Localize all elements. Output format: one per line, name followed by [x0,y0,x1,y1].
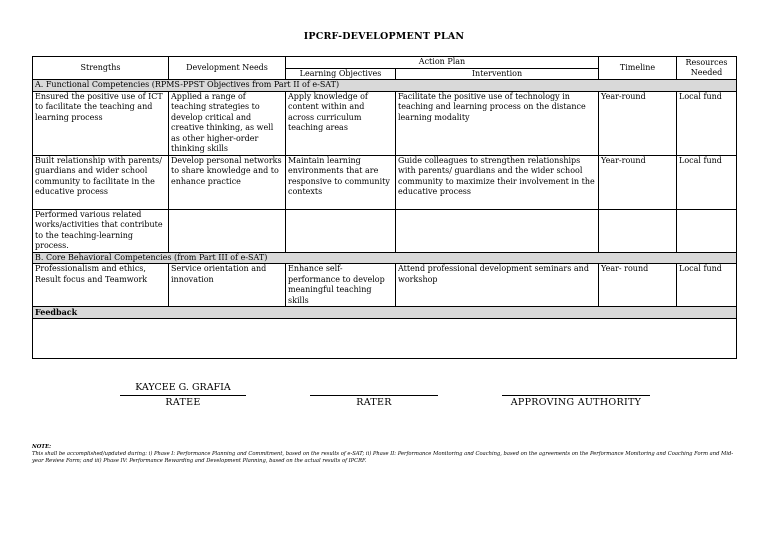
note-block [32,444,736,465]
rater-label: RATER [356,397,392,408]
header-learning-objectives: Learning Objectives [286,68,396,80]
resources-cell: Local fund [677,155,737,209]
timeline-cell: Year-round [599,91,677,155]
learning-objectives-cell: Apply knowledge of content within and across curriculum teaching areas [286,91,396,155]
intervention-cell [396,209,599,252]
approving-signature-block [502,382,650,409]
table-row [33,155,737,209]
page-title: IPCRF-DEVELOPMENT PLAN [303,31,465,42]
header-timeline: Timeline [599,57,677,80]
timeline-cell [599,209,677,252]
intervention-cell: Facilitate the positive use of technology in teaching and learning process on the distance learning modality [396,91,599,155]
ratee-name: KAYCEE G. GRAFIA [135,382,231,393]
resources-cell [677,209,737,252]
section-a-row [33,80,737,92]
table-row [33,264,737,307]
header-resources-needed: Resources Needed [677,57,737,80]
rater-signature-block [310,382,438,409]
development-needs-cell: Develop personal networks to share knowledge and to enhance practice [169,155,286,209]
header-action-plan: Action Plan [286,57,599,69]
ratee-signature-block [120,382,246,409]
intervention-cell: Attend professional development seminars and workshop [396,264,599,307]
learning-objectives-cell: Enhance self-performance to develop meaningful teaching skills [286,264,396,307]
feedback-cell[interactable] [33,318,737,358]
development-needs-cell [169,209,286,252]
table-row [33,209,737,252]
approving-authority-label: APPROVING AUTHORITY [510,397,642,408]
timeline-cell: Year- round [599,264,677,307]
ratee-label: RATEE [165,397,201,408]
strengths-cell: Built relationship with parents/ guardians and wider school community to facilitate in the educative process [33,155,169,209]
learning-objectives-cell: Maintain learning environments that are responsive to community contexts [286,155,396,209]
feedback-header-row [33,307,737,319]
strengths-cell: Professionalism and ethics, Result focus and Teamwork [33,264,169,307]
resources-cell: Local fund [677,91,737,155]
note-text: This shall be accomplished/updated during: i) Phase I: Performance Planning and Commitment, based on the results of e-SAT; ii) Phase II: Performance Monitoring and Coaching, based on the agreements on the Performance Monitoring and Coaching Form and Mid-year Review Form; and iii) Phase IV: Performance Rewarding and Development Planning, based on the actual results of IPCRF. [32,451,734,464]
section-a-label: A. Functional Competencies (RPMS-PPST Objectives from Part II of e-SAT) [33,80,737,92]
strengths-cell: Performed various related works/activities that contribute to the teaching-learning process. [33,209,169,252]
strengths-cell: Ensured the positive use of ICT to facilitate the teaching and learning process [33,91,169,155]
table-row [33,91,737,155]
header-strengths: Strengths [33,57,169,80]
resources-cell: Local fund [677,264,737,307]
note-label: NOTE: [32,444,51,450]
feedback-row [33,318,737,358]
header-intervention: Intervention [396,68,599,80]
development-needs-cell: Applied a range of teaching strategies to develop critical and creative thinking, as well as other higher-order thinking skills [169,91,286,155]
section-b-label: B. Core Behavioral Competencies (from Part III of e-SAT) [33,252,737,264]
development-needs-cell: Service orientation and innovation [169,264,286,307]
development-plan-table [32,56,737,359]
feedback-label: Feedback [33,307,737,319]
intervention-cell: Guide colleagues to strengthen relationships with parents/ guardians and the wider school community to maximize their involvement in the educative process [396,155,599,209]
header-development-needs: Development Needs [169,57,286,80]
section-b-row [33,252,737,264]
learning-objectives-cell [286,209,396,252]
timeline-cell: Year-round [599,155,677,209]
